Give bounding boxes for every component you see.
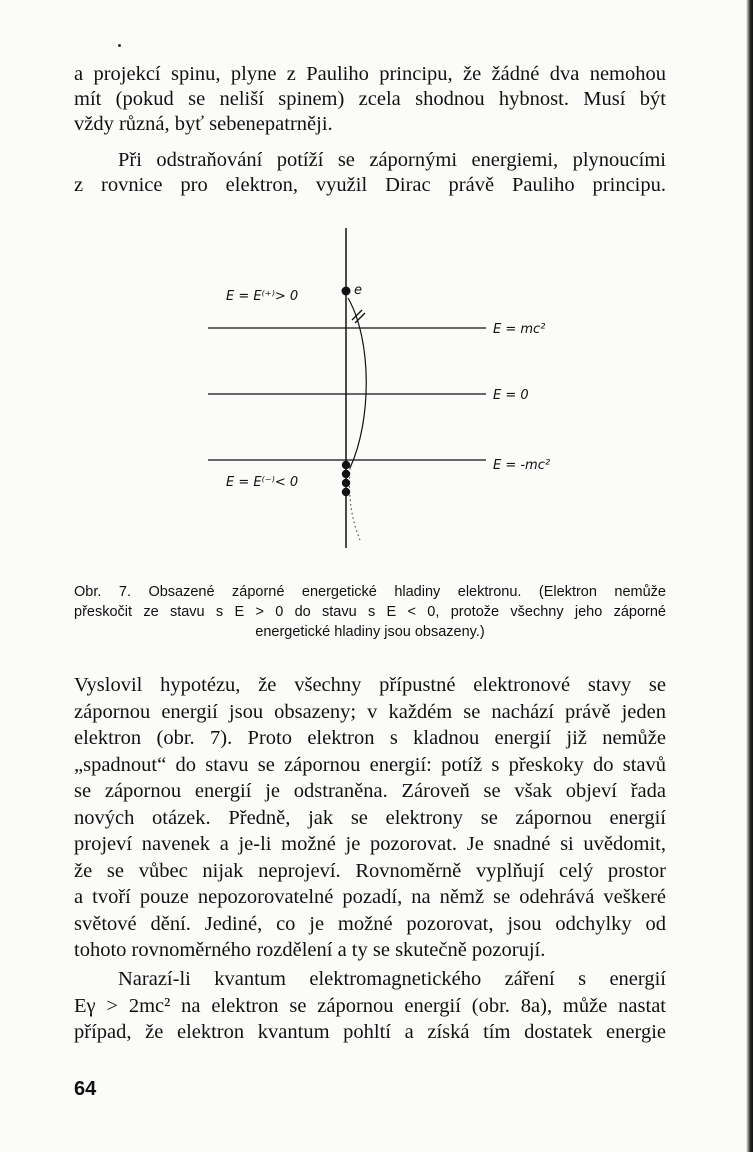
occupied-state-dot — [342, 479, 350, 487]
energy-level-diagram — [0, 0, 753, 570]
level-label-neg-mc2: E = -mc² — [493, 458, 551, 473]
text-line: projeví navenek a je-li možné je pozorovat. Je snadné si uvědomit, — [74, 833, 666, 855]
text-line: Vyslovil hypotézu, že všechny přípustné elektronové stavy se — [74, 674, 666, 696]
text-line: a tvoří pouze nepozorovatelné pozadí, na němž se odehrává veškeré — [74, 886, 666, 908]
text-line: vždy různá, byť sebenepatrněji. — [74, 113, 333, 135]
occupied-state-dot — [342, 470, 350, 478]
caption-line: přeskočit ze stavu s E > 0 do stavu s E < 0, protože všechny jeho záporné — [74, 604, 666, 620]
text-line: se zápornou energií je odstraněna. Zároveň se však objeví řada — [74, 780, 666, 802]
caption-line: energetické hladiny jsou obsazeny.) — [255, 624, 485, 640]
caption-line: Obr. 7. Obsazené záporné energetické hladiny elektronu. (Elektron nemůže — [74, 584, 666, 600]
text-line: z rovnice pro elektron, využil Dirac právě Pauliho principu. — [74, 174, 666, 196]
figure-caption — [74, 582, 666, 642]
forbidden-transition-curve — [348, 298, 366, 468]
text-line: mít (pokud se neliší spinem) zcela shodnou hybnost. Musí být — [74, 88, 666, 110]
text-line: „spadnout“ do stavu se zápornou energií: potíž s přeskoky do stavů — [74, 753, 666, 776]
text-line: nových otázek. Předně, jak se elektrony se zápornou energií — [74, 806, 666, 829]
text-line: elektron (obr. 7). Proto elektron s kladnou energií již nemůže — [74, 727, 666, 749]
page-number: 64 — [74, 1078, 97, 1100]
electron-positive-dot — [342, 287, 351, 296]
text-line: světové dění. Jediné, co je možné pozorovat, jsou odchylky od — [74, 912, 666, 935]
level-label-mc2: E = mc² — [493, 322, 546, 337]
text-line: a projekcí spinu, plyne z Pauliho principu, že žádné dva nemohou — [74, 63, 666, 85]
label-negative-energy: E = E⁽⁻⁾< 0 — [226, 475, 299, 490]
occupied-state-dot — [342, 488, 350, 496]
occupied-state-dot — [342, 461, 350, 469]
level-label-zero: E = 0 — [493, 388, 529, 403]
label-positive-energy: E = E⁽⁺⁾> 0 — [226, 289, 299, 304]
text-line: tohoto rovnoměrného rozdělení a ty se skutečně pozorují. — [74, 939, 546, 961]
text-line: Narazí-li kvantum elektromagnetického záření s energií — [118, 968, 666, 990]
text-line: případ, že elektron kvantum pohltí a získá tím dostatek energie — [74, 1021, 666, 1043]
electron-label: e — [354, 283, 362, 298]
text-line: Eγ > 2mc² na elektron se zápornou energií (obr. 8a), může nastat — [74, 994, 666, 1017]
paragraph-3 — [74, 672, 666, 964]
text-line: Při odstraňování potíží se zápornými energiemi, plynoucími — [118, 149, 666, 171]
text-line: zápornou energií jsou obsazeny; v každém se nachází právě jeden — [74, 700, 666, 723]
paragraph-4 — [74, 966, 666, 1046]
text-line: že se vůbec nijak neprojeví. Rovnoměrně vyplňují celý prostor — [74, 859, 666, 882]
dotted-continuation — [349, 468, 360, 540]
